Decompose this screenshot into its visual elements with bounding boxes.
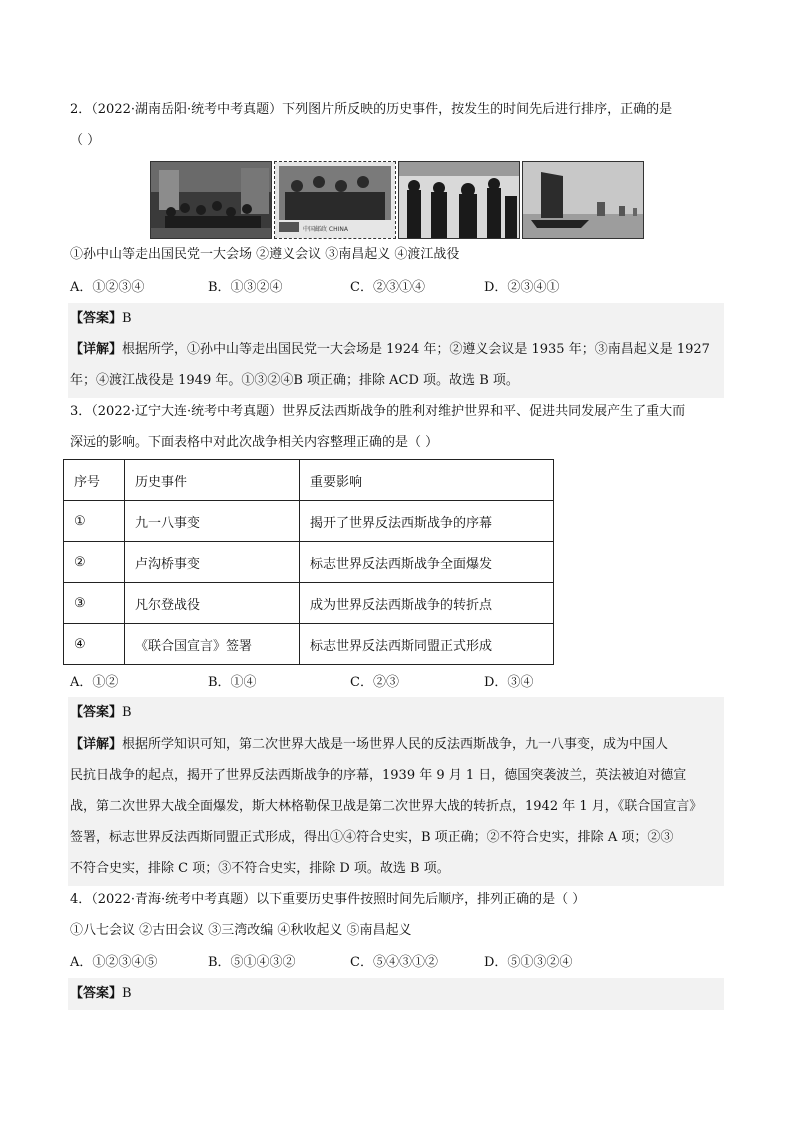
q2-answer-value: B [122,311,132,326]
q3-detail-line4: 签署，标志世界反法西斯同盟正式形成，得出①④符合史实，B 项正确；②不符合史实，排除 A 项；②③ [70,830,674,845]
q4-option-d[interactable]: D．⑤①③②④ [484,955,573,970]
table-cell: 《联合国宣言》签署 [125,624,300,665]
q2-option-b[interactable]: B．①③②④ [208,280,283,295]
q3-answer-value: B [122,705,132,720]
q2-detail-label: 【详解】 [70,342,123,357]
q3-history-table [63,459,554,665]
q3-detail-label: 【详解】 [70,737,123,752]
q4-option-b[interactable]: B．⑤①④③② [208,955,296,970]
q2-detail-text1: 根据所学，①孙中山等走出国民党一大会场是 1924 年；②遵义会议是 1935 年；③南昌起义是 1927 [122,342,710,357]
table-cell: 成为世界反法西斯战争的转折点 [300,583,554,624]
q4-option-c[interactable]: C．⑤④③①② [350,955,438,970]
q3-option-c[interactable]: C．②③ [350,675,399,690]
q4-answer-value: B [122,986,132,1001]
q3-detail-line2: 民抗日战争的起点，揭开了世界反法西斯战争的序幕，1939 年 9 月 1 日，德国突袭波兰，英法被迫对德宣 [70,768,687,783]
q3-stem-line1: 3．（2022·辽宁大连·统考中考真题）世界反法西斯战争的胜利对维护世界和平、促进共同发展产生了重大而 [70,404,686,419]
q3-options [70,673,710,693]
q2-items: ①孙中山等走出国民党一大会场 ②遵义会议 ③南昌起义 ④渡江战役 [70,247,460,262]
table-header-cell: 重要影响 [300,460,554,501]
q4-items: ①八七会议 ②古田会议 ③三湾改编 ④秋收起义 ⑤南昌起义 [70,923,412,938]
q4-option-a[interactable]: A．①②③④⑤ [70,955,158,970]
table-cell: ② [64,542,125,583]
table-cell: 九一八事变 [125,501,300,542]
stamp-caption: 中国邮政 CHINA [303,226,348,233]
table-row [64,542,554,583]
zunyi-stamp-image [274,161,396,239]
table-cell: ① [64,501,125,542]
q2-stem-line2: （ ） [70,133,101,148]
q3-detail-text1: 根据所学知识可知，第二次世界大战是一场世界人民的反法西斯战争，九一八事变，成为中国人 [122,737,669,752]
table-cell: ④ [64,624,125,665]
q2-answer [70,309,132,329]
q2-option-d[interactable]: D．②③④① [484,280,560,295]
q2-answer-label: 【答案】 [70,311,123,326]
q3-answer [70,703,132,723]
q3-option-d[interactable]: D．③④ [484,675,534,690]
table-header-row [64,460,554,501]
table-header-cell: 序号 [64,460,125,501]
q4-answer-block [68,978,724,1010]
q3-answer-block [68,697,724,730]
q4-options [70,953,710,973]
table-header-cell: 历史事件 [125,460,300,501]
table-cell: 标志世界反法西斯战争全面爆发 [300,542,554,583]
table-row [64,501,554,542]
kmt-congress-photo [150,161,272,239]
nanchang-uprising-photo [398,161,520,239]
q2-answer-block [68,303,724,336]
q2-option-a[interactable]: A．①②③④ [70,280,145,295]
q3-option-a[interactable]: A．①② [70,675,119,690]
crossing-river-painting [522,161,644,239]
q3-detail-line1 [70,735,668,755]
q4-answer [70,984,132,1004]
q3-detail-line5: 不符合史实，排除 C 项；③不符合史实，排除 D 项。故选 B 项。 [70,861,450,876]
table-cell: ③ [64,583,125,624]
q2-stem-line1: 2．（2022·湖南岳阳·统考中考真题）下列图片所反映的历史事件，按发生的时间先后进行排序，正确的是 [70,102,673,117]
table-cell: 标志世界反法西斯同盟正式形成 [300,624,554,665]
q3-stem-line2: 深远的影响。下面表格中对此次战争相关内容整理正确的是（ ） [70,435,439,450]
table-cell: 揭开了世界反法西斯战争的序幕 [300,501,554,542]
q2-option-c[interactable]: C．②③①④ [350,280,425,295]
q3-detail-line3: 战，第二次世界大战全面爆发，斯大林格勒保卫战是第二次世界大战的转折点，1942 年 1 月，《联合国宣言》 [70,799,703,814]
q3-answer-label: 【答案】 [70,705,123,720]
table-row [64,583,554,624]
q2-detail-line2: 年；④渡江战役是 1949 年。①③②④B 项正确；排除 ACD 项。故选 B 项。 [70,373,519,388]
table-row [64,624,554,665]
table-cell: 卢沟桥事变 [125,542,300,583]
q3-option-b[interactable]: B．①④ [208,675,257,690]
q2-options [70,278,710,298]
q2-detail-line1 [70,340,710,360]
q2-picture-strip [150,161,644,239]
q4-stem-line1: 4．（2022·青海·统考中考真题）以下重要历史事件按照时间先后顺序，排列正确的是（ ） [70,892,586,907]
table-cell: 凡尔登战役 [125,583,300,624]
q4-answer-label: 【答案】 [70,986,123,1001]
